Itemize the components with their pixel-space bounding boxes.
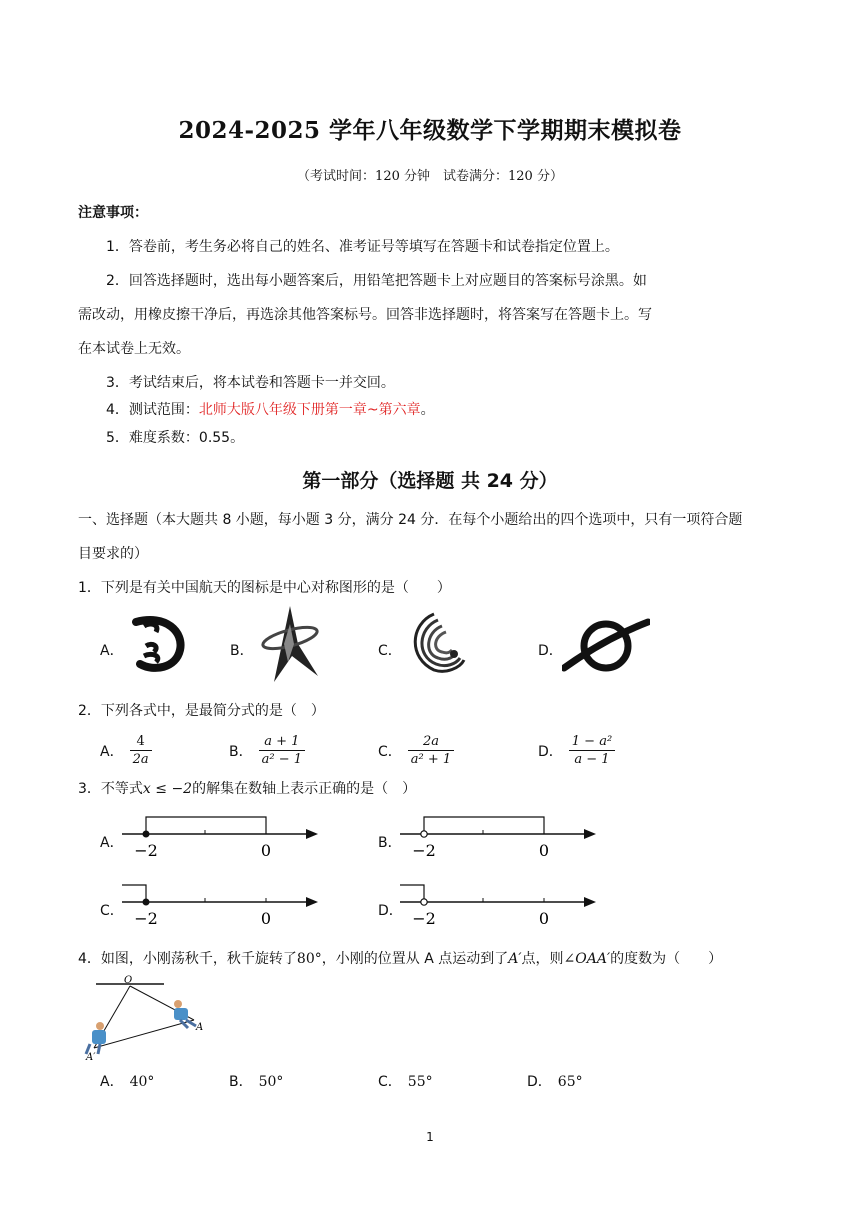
crescent-logo-icon [126,612,186,672]
q1-option-c-label: C． [378,643,402,659]
notice-item-5: 5．难度系数：0.55。 [106,430,245,446]
q3-c-tick-neg-two: −2 [134,909,158,928]
q2-option-d-numerator: 1 − a² [569,733,615,751]
q4-option-c-label: C． [378,1074,402,1090]
q3-b-tick-neg-two: −2 [412,841,436,860]
q3-option-b-label: B． [378,835,402,851]
notice-item-1: 1．答卷前，考生务必将自己的姓名、准考证号等填写在答题卡和试卷指定位置上。 [106,239,619,255]
part-one-heading: 第一部分（选择题 共 24 分） [302,470,558,492]
q2-option-d-fraction [569,733,615,768]
star-orbit-logo-icon [260,604,320,684]
notice-item-2-line-3: 在本试卷上无效。 [78,341,190,357]
section-one-instructions-line-1: 一、选择题（本大题共 8 小题，每小题 3 分，满分 24 分．在每个小题给出的四个选项中，只有一项符合题 [78,512,743,528]
q4-stem-mid: ，小刚的位置从 A 点运动到了 [321,951,509,967]
q1-option-a-label: A． [100,643,124,659]
page-number: 1 [426,1130,434,1144]
q2-option-c-denominator: a² + 1 [410,752,452,767]
q3-option-d-label: D． [378,903,403,919]
q3-option-a-number-line [120,812,320,862]
q3-inequality: x ≤ −2 [142,781,193,797]
q4-option-b-label: B． [229,1074,253,1090]
q3-a-tick-zero: 0 [260,841,272,860]
q2-option-b-denominator: a² − 1 [261,752,302,767]
q3-a-tick-neg-two: −2 [134,841,158,860]
q4-option-d-label: D． [527,1074,552,1090]
question-2-stem: 2．下列各式中，是最简分式的是（ ） [78,703,325,719]
q3-option-c-label: C． [100,903,124,919]
q4-stem-mid2: 点，则 [521,951,564,967]
q3-d-tick-neg-two: −2 [412,909,436,928]
q3-option-c-number-line [120,880,320,930]
q3-option-d-number-line [398,880,598,930]
notice-item-4-suffix: 。 [420,402,435,418]
q3-b-tick-zero: 0 [538,841,550,860]
question-4-stem [78,950,722,968]
section-one-instructions-line-2: 目要求的） [78,546,148,562]
q1-option-d-label: D． [538,643,563,659]
q3-option-a-label: A． [100,835,124,851]
notice-item-4 [106,401,435,419]
q2-option-b [229,733,305,768]
q2-option-c-fraction [408,733,454,768]
exam-title: 2024-2025 学年八年级数学下学期期末模拟卷 [178,117,682,144]
swing-figure [76,974,216,1064]
q2-option-d-denominator: a − 1 [574,752,610,767]
q2-option-c-numerator: 2a [408,733,454,751]
curved-stripes-logo-icon [404,610,470,676]
notice-item-2-line-1: 2．回答选择题时，选出每小题答案后，用铅笔把答题卡上对应题目的答案标号涂黑。如 [106,273,647,289]
q2-option-a-label: A． [100,743,124,760]
q2-option-a-numerator: 4 [130,733,152,751]
q4-option-d [527,1073,583,1091]
q4-option-a [100,1073,154,1091]
q3-stem-suffix: 的解集在数轴上表示正确的是（ ） [192,781,417,797]
notice-item-2-line-2: 需改动，用橡皮擦干净后，再选涂其他答案标号。回答非选择题时，将答案写在答题卡上。写 [78,307,652,323]
q4-angle: 80° [296,951,322,967]
swing-label-a-prime: A′ [86,1052,96,1063]
q2-option-d [538,733,615,768]
q4-stem-suffix: 的度数为（ ） [610,951,723,967]
swing-label-o: O [124,975,133,986]
q4-option-d-value: 65° [557,1074,583,1090]
notice-heading: 注意事项： [78,205,148,221]
exam-subtitle: （考试时间：120 分钟 试卷满分：120 分） [297,169,563,184]
q2-option-b-label: B． [229,743,253,760]
ring-planet-logo-icon [562,618,650,674]
q2-option-b-numerator: a + 1 [259,733,305,751]
q3-c-tick-zero: 0 [260,909,272,928]
q4-point: A′ [508,951,522,967]
q3-stem-prefix: 3．不等式 [78,781,143,797]
q2-option-a [100,733,152,768]
q2-option-a-fraction [130,733,152,768]
question-1-stem: 1．下列是有关中国航天的图标是中心对称图形的是（ ） [78,580,451,596]
notice-item-4-prefix: 4．测试范围： [106,402,199,418]
notice-item-3: 3．考试结束后，将本试卷和答题卡一并交回。 [106,375,395,391]
q2-option-b-fraction [259,733,305,768]
q4-option-a-value: 40° [129,1074,155,1090]
q3-d-tick-zero: 0 [538,909,550,928]
swing-label-a: A [196,1022,204,1033]
q4-option-c-value: 55° [407,1074,433,1090]
q2-option-c-label: C． [378,743,402,760]
q1-option-b-label: B． [230,643,254,659]
q4-option-b [229,1073,283,1091]
q2-option-a-denominator: 2a [132,752,149,767]
q2-option-d-label: D． [538,743,563,760]
question-3-stem [78,780,416,798]
q4-target-angle: ∠OAA′ [563,951,611,967]
q4-option-b-value: 50° [258,1074,284,1090]
test-range: 北师大版八年级下册第一章~第六章 [198,402,421,418]
q4-option-c [378,1073,433,1091]
q3-option-b-number-line [398,812,598,862]
q4-stem-prefix: 4．如图，小刚荡秋千，秋千旋转了 [78,951,297,967]
q2-option-c [378,733,454,768]
q4-option-a-label: A． [100,1074,124,1090]
